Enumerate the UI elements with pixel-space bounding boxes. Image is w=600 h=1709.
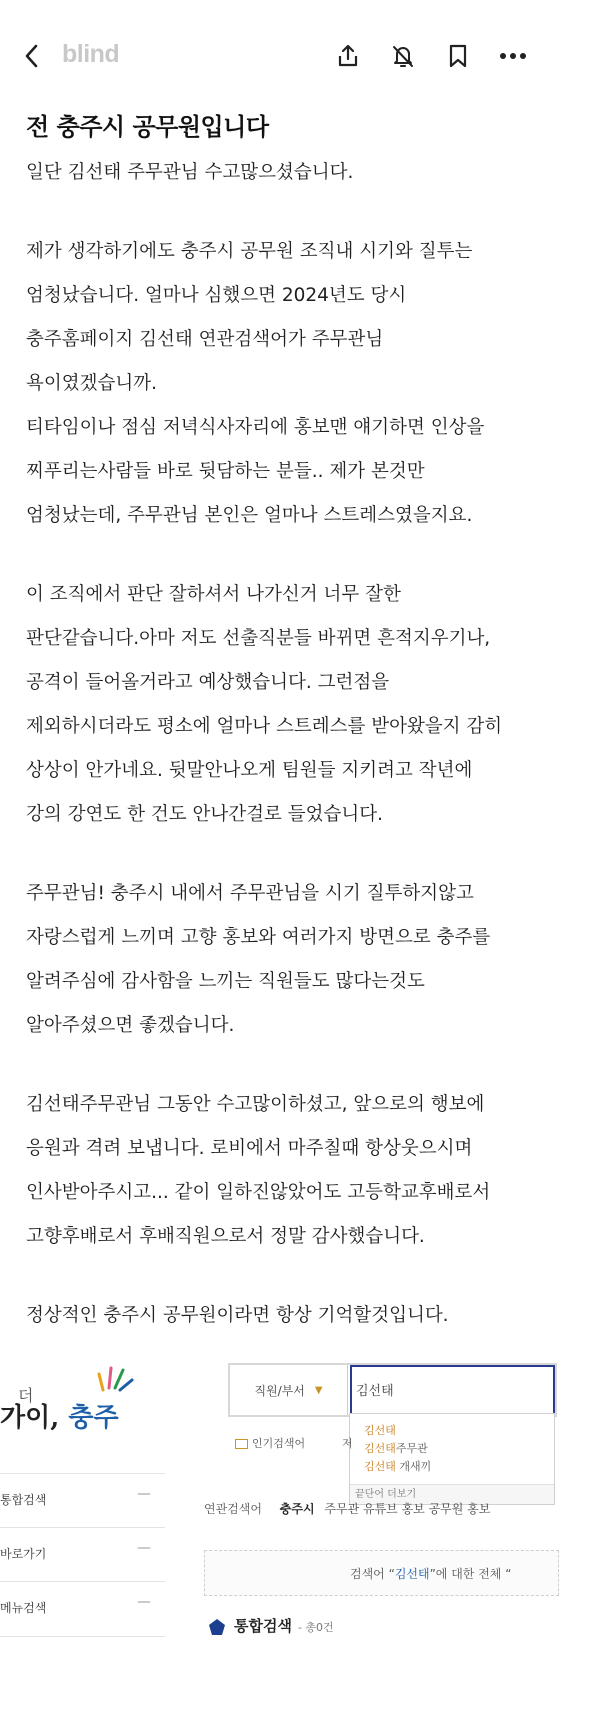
collapse-icon: — — [137, 1594, 151, 1610]
share-icon[interactable] — [330, 38, 366, 74]
body-line: 알아주셨으면 좋겠습니다. — [26, 1015, 235, 1036]
body-line: 이 조직에서 판단 잘하셔서 나가신거 너무 잘한 — [26, 584, 401, 605]
popular-search-link[interactable] — [235, 1435, 305, 1451]
body-line: 일단 김선태 주무관님 수고많으셨습니다. — [26, 162, 354, 183]
caret-down-icon: ▼ — [314, 1384, 323, 1396]
total-search-heading — [208, 1615, 334, 1636]
total-count: - 총0건 — [297, 1621, 334, 1634]
related-keywords — [204, 1500, 557, 1517]
nav-label: 메뉴검색 — [0, 1601, 47, 1615]
result-prefix: 검색어 “ — [350, 1567, 395, 1581]
logo-main: 충주 — [68, 1403, 119, 1433]
logo-prefix: 가이, — [0, 1403, 69, 1433]
bookmark-icon[interactable] — [440, 38, 476, 74]
body-line: 김선태주무관님 그동안 수고많이하셨고, 앞으로의 행보에 — [26, 1094, 485, 1115]
suggest-more-link[interactable]: 끝단어 더보기 — [350, 1484, 554, 1504]
body-line: 엄청났는데, 주무관님 본인은 얼마나 스트레스였을지요. — [26, 505, 473, 526]
body-line: 자랑스럽게 느끼며 고향 홍보와 여러가지 방면으로 충주를 — [26, 927, 491, 948]
top-bar — [0, 0, 600, 110]
body-line: 제외하시더라도 평소에 얼마나 스트레스를 받아왔을지 감히 — [26, 716, 503, 737]
body-line: 정상적인 충주시 공무원이라면 항상 기억할것입니다. — [26, 1305, 449, 1326]
body-line: 주무관님! 충주시 내에서 주무관님을 시기 질투하지않고 — [26, 883, 474, 904]
result-summary — [204, 1550, 559, 1596]
body-line: 욕이였겠습니까. — [26, 373, 157, 394]
body-line: 충주홈페이지 김선태 연관검색어가 주무관님 — [26, 329, 384, 350]
pentagon-icon — [208, 1618, 226, 1636]
suggestion-rest: 주무관 — [395, 1442, 428, 1455]
search-input[interactable]: 김선태 — [350, 1365, 555, 1415]
result-term: 김선태 — [394, 1567, 430, 1581]
popular-icon — [235, 1439, 248, 1449]
body-line: 인사받아주시고... 같이 일하진않았어도 고등학교후배로서 — [26, 1182, 491, 1203]
logo-small-text: 더 — [18, 1386, 34, 1405]
search-suggestions — [349, 1413, 555, 1505]
more-options-icon[interactable] — [495, 38, 531, 74]
body-line: 제가 생각하기에도 충주시 공무원 조직내 시기와 질투는 — [26, 241, 473, 262]
related-keyword[interactable]: 충주시 — [279, 1502, 315, 1516]
body-line: 엄청났습니다. 얼마나 심했으면 2024년도 당시 — [26, 285, 407, 306]
body-line: 판단같습니다.아마 저도 선출직분들 바뀌면 흔적지우기나, — [26, 628, 491, 649]
result-summary-text — [350, 1565, 511, 1582]
body-line: 고향후배로서 후배직원으로서 정말 감사했습니다. — [26, 1226, 425, 1247]
collapse-icon: — — [137, 1540, 151, 1556]
body-line: 응원과 격려 보냅니다. 로비에서 마주칠때 항상웃으시며 — [26, 1138, 473, 1159]
post-title: 전 충주시 공무원입니다 — [26, 113, 269, 141]
site-search-box — [228, 1363, 557, 1417]
nav-item-menu-search[interactable] — [0, 1581, 165, 1637]
body-line: 상상이 안가네요. 뒷말안나오게 팀원들 지키려고 작년에 — [26, 760, 473, 781]
nav-item-integrated-search[interactable] — [0, 1473, 165, 1528]
collapse-icon: — — [137, 1486, 151, 1502]
nav-item-shortcuts[interactable] — [0, 1527, 165, 1582]
suggestion-item[interactable] — [364, 1422, 396, 1438]
search-category-label: 직원/부서 — [254, 1383, 305, 1398]
related-keywords-rest[interactable]: 주무관 유튜브 홍보 공무원 홍보 — [324, 1502, 491, 1516]
search-category-select[interactable] — [230, 1365, 348, 1415]
nav-label: 통합검색 — [0, 1493, 47, 1507]
suggestion-item[interactable] — [364, 1458, 431, 1474]
result-suffix: ”에 대한 전체 “ — [429, 1567, 512, 1581]
suggestion-item[interactable] — [364, 1440, 428, 1456]
app-logo: blind — [62, 40, 120, 68]
total-label: 통합검색 — [234, 1617, 292, 1635]
suggestion-match: 김선태 — [364, 1424, 396, 1437]
popular-label: 인기검색어 — [252, 1437, 306, 1450]
body-line: 찌푸리는사람들 바로 뒷담하는 분들.. 제가 본것만 — [26, 461, 425, 482]
logo-rays-icon — [95, 1360, 135, 1394]
suggestion-match: 김선태 — [364, 1460, 396, 1473]
body-line: 알려주심에 감사함을 느끼는 직원들도 많다는것도 — [26, 971, 425, 992]
suggestion-match: 김선태 — [364, 1442, 396, 1455]
related-label: 연관검색어 — [204, 1502, 262, 1516]
body-line: 강의 강연도 한 건도 안나간걸로 들었습니다. — [26, 804, 383, 825]
city-logo — [0, 1397, 119, 1434]
body-line: 티타임이나 점심 저녁식사자리에 홍보맨 얘기하면 인상을 — [26, 417, 485, 438]
suggestion-rest: 개새끼 — [395, 1460, 432, 1473]
popular-keyword[interactable]: 저 — [342, 1437, 353, 1450]
notification-off-icon[interactable] — [385, 38, 421, 74]
nav-label: 바로가기 — [0, 1547, 47, 1561]
body-line: 공격이 들어올거라고 예상했습니다. 그런점을 — [26, 672, 390, 693]
back-chevron-icon[interactable] — [14, 38, 50, 74]
